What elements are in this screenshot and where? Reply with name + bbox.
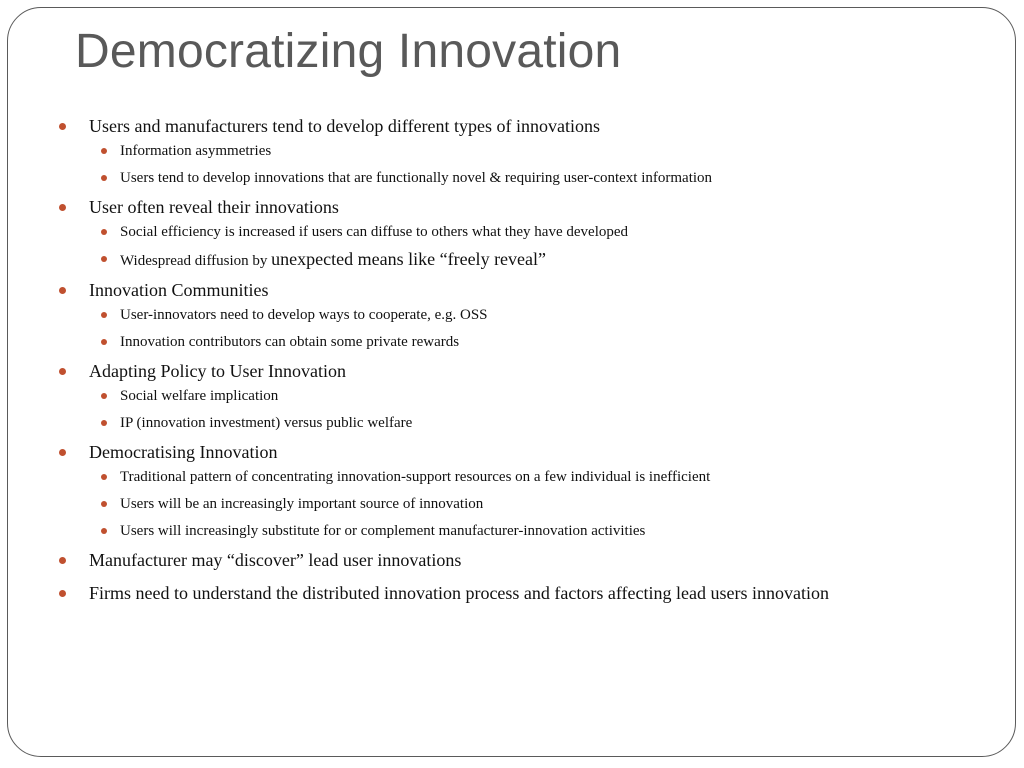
bullet-item [89,359,879,433]
sub-bullet-list [89,141,879,188]
bullet-item [89,278,879,352]
bullet-item [89,440,879,541]
bullet-item [89,581,879,605]
sub-bullet-item: Users will be an increasingly important source of innovation [120,494,879,514]
sub-bullet-item: Social efficiency is increased if users can diffuse to others what they have developed [120,222,879,242]
bullet-list [89,114,879,610]
bullet-item [89,114,879,188]
slide-title: Democratizing Innovation [75,25,622,78]
bullet-item [89,195,879,271]
bullet-text: Democratising Innovation [89,442,278,462]
sub-bullet-item: Innovation contributors can obtain some private rewards [120,332,879,352]
bullet-text: Innovation Communities [89,280,269,300]
sub-bullet-list [89,222,879,271]
sub-bullet-item: User-innovators need to develop ways to cooperate, e.g. OSS [120,305,879,325]
bullet-text: Adapting Policy to User Innovation [89,361,346,381]
sub-bullet-list [89,386,879,433]
bullet-text: Users and manufacturers tend to develop different types of innovations [89,116,601,136]
sub-bullet-item: Users tend to develop innovations that are functionally novel & requiring user-context information [120,168,879,188]
bullet-text: Firms need to understand the distributed innovation process and factors affecting lead users innovation [89,583,829,603]
sub-bullet-item [120,249,879,271]
sub-bullet-item: IP (innovation investment) versus public welfare [120,413,879,433]
sub-bullet-item: Users will increasingly substitute for or complement manufacturer-innovation activities [120,521,879,541]
bullet-item [89,548,879,572]
bullet-text: Manufacturer may “discover” lead user innovations [89,550,462,570]
sub-bullet-item: Information asymmetries [120,141,879,161]
sub-bullet-item: Traditional pattern of concentrating innovation-support resources on a few individual is inefficient [120,467,879,487]
sub-bullet-list [89,467,879,541]
sub-bullet-text: Widespread diffusion by [120,253,272,269]
sub-bullet-list [89,305,879,352]
bullet-text: User often reveal their innovations [89,197,339,217]
sub-bullet-item: Social welfare implication [120,386,879,406]
sub-bullet-text-large: unexpected means like “freely reveal” [271,249,547,269]
